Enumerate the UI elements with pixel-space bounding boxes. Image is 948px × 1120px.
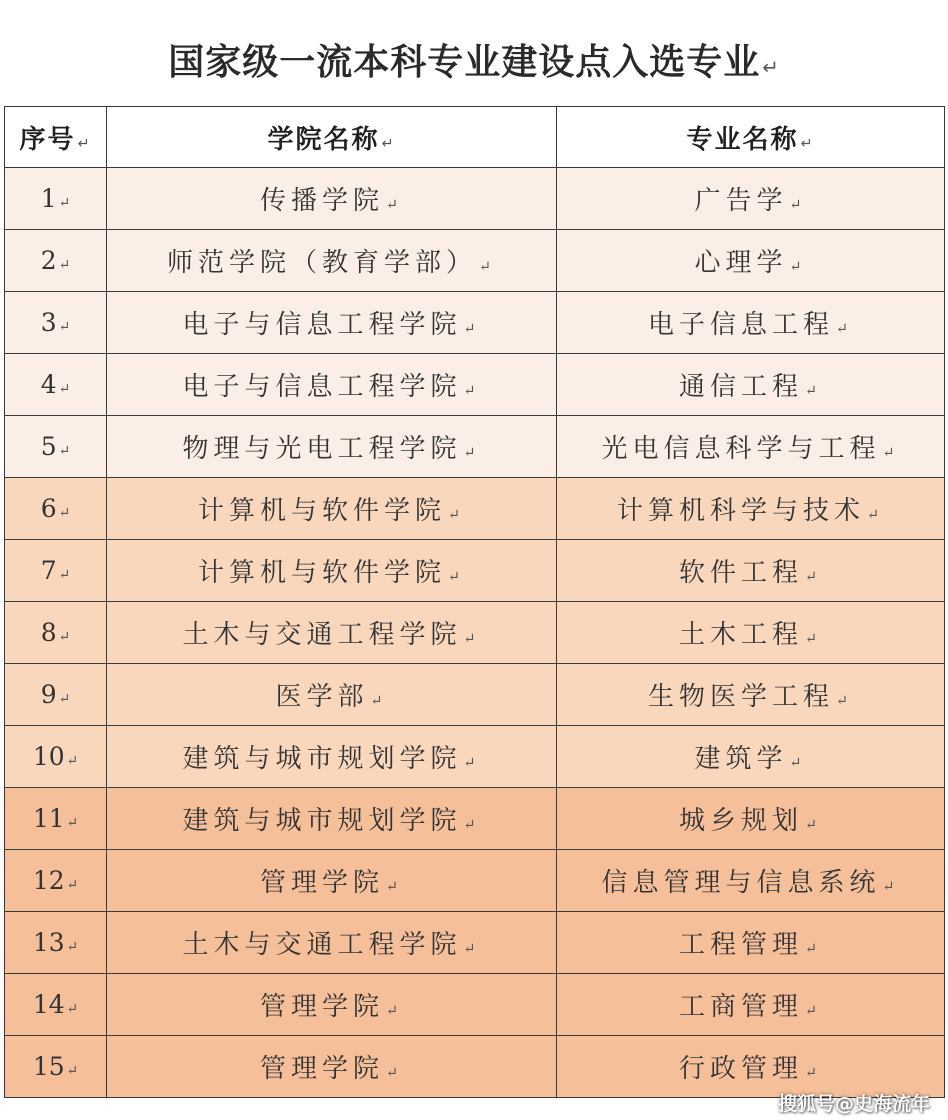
cell-major bbox=[557, 788, 945, 850]
paragraph-mark-icon: ↵ bbox=[58, 505, 71, 521]
cell-no bbox=[5, 478, 107, 540]
table-row bbox=[5, 230, 945, 292]
cell-college-text: 土木与交通工程学院 bbox=[182, 620, 462, 650]
table-row bbox=[5, 912, 945, 974]
paragraph-mark-icon: ↵ bbox=[66, 877, 79, 893]
majors-table bbox=[4, 106, 945, 1098]
cell-no-text: 15 bbox=[32, 1052, 65, 1081]
cell-no bbox=[5, 168, 107, 230]
paragraph-mark-icon: ↵ bbox=[882, 879, 900, 895]
cell-major-text: 工程管理 bbox=[679, 930, 804, 960]
cell-major bbox=[557, 602, 945, 664]
paragraph-mark-icon: ↵ bbox=[805, 817, 822, 833]
cell-college-text: 管理学院 bbox=[260, 992, 385, 1022]
paragraph-mark-icon: ↵ bbox=[58, 195, 71, 211]
paragraph-mark-icon: ↵ bbox=[370, 693, 388, 709]
paragraph-mark-icon: ↵ bbox=[386, 1003, 403, 1019]
paragraph-mark-icon: ↵ bbox=[58, 257, 71, 273]
cell-no-text: 3 bbox=[40, 308, 57, 337]
table-row bbox=[5, 168, 945, 230]
table-row bbox=[5, 850, 945, 912]
paragraph-mark-icon: ↵ bbox=[58, 691, 71, 707]
cell-college bbox=[107, 354, 557, 416]
paragraph-mark-icon: ↵ bbox=[463, 631, 481, 647]
paragraph-mark-icon: ↵ bbox=[805, 631, 822, 647]
paragraph-mark-icon: ↵ bbox=[836, 693, 853, 709]
cell-college bbox=[107, 974, 557, 1036]
cell-college-text: 建筑与城市规划学院 bbox=[182, 806, 462, 836]
cell-major bbox=[557, 974, 945, 1036]
cell-college bbox=[107, 416, 557, 478]
cell-no bbox=[5, 540, 107, 602]
cell-no-text: 7 bbox=[40, 556, 57, 585]
cell-college bbox=[107, 664, 557, 726]
cell-no bbox=[5, 850, 107, 912]
cell-major-text: 城乡规划 bbox=[679, 806, 804, 836]
paragraph-mark-icon: ↵ bbox=[805, 941, 822, 957]
paragraph-mark-icon: ↵ bbox=[58, 443, 71, 459]
cell-no-text: 2 bbox=[40, 246, 57, 275]
cell-major bbox=[557, 478, 945, 540]
cell-major-text: 心理学 bbox=[694, 248, 788, 278]
cell-college bbox=[107, 230, 557, 292]
paragraph-mark-icon: ↵ bbox=[800, 135, 815, 152]
cell-no-text: 8 bbox=[40, 618, 57, 647]
header-college-label: 学院名称 bbox=[267, 124, 380, 155]
cell-no-text: 13 bbox=[32, 928, 65, 957]
cell-major bbox=[557, 540, 945, 602]
cell-major-text: 计算机科学与技术 bbox=[617, 496, 866, 526]
paragraph-mark-icon: ↵ bbox=[463, 755, 481, 771]
cell-college-text: 物理与光电工程学院 bbox=[182, 434, 462, 464]
table-row bbox=[5, 788, 945, 850]
table-row bbox=[5, 416, 945, 478]
cell-no bbox=[5, 912, 107, 974]
cell-major bbox=[557, 912, 945, 974]
cell-college bbox=[107, 1036, 557, 1098]
page-title-text: 国家级一流本科专业建设点入选专业 bbox=[168, 42, 761, 83]
cell-major-text: 工商管理 bbox=[679, 992, 804, 1022]
cell-major bbox=[557, 850, 945, 912]
cell-major-text: 土木工程 bbox=[679, 620, 804, 650]
cell-college-text: 电子与信息工程学院 bbox=[182, 372, 462, 402]
paragraph-mark-icon: ↵ bbox=[58, 319, 71, 335]
header-college bbox=[107, 107, 557, 168]
cell-major-text: 广告学 bbox=[694, 186, 788, 216]
paragraph-mark-icon: ↵ bbox=[789, 197, 807, 213]
cell-no-text: 4 bbox=[40, 370, 57, 399]
cell-college-text: 土木与交通工程学院 bbox=[182, 930, 462, 960]
cell-college bbox=[107, 540, 557, 602]
paragraph-mark-icon: ↵ bbox=[58, 629, 71, 645]
header-no-label: 序号 bbox=[19, 124, 76, 155]
cell-major bbox=[557, 664, 945, 726]
cell-no bbox=[5, 1036, 107, 1098]
cell-college bbox=[107, 478, 557, 540]
cell-major bbox=[557, 292, 945, 354]
watermark: 搜狐号@史海流年 bbox=[777, 1093, 930, 1115]
cell-no-text: 6 bbox=[40, 494, 57, 523]
table-row bbox=[5, 726, 945, 788]
table-header-row bbox=[5, 107, 945, 168]
paragraph-mark-icon: ↵ bbox=[463, 941, 481, 957]
header-major bbox=[557, 107, 945, 168]
table-row bbox=[5, 974, 945, 1036]
cell-college-text: 电子与信息工程学院 bbox=[182, 310, 462, 340]
paragraph-mark-icon: ↵ bbox=[789, 259, 807, 275]
page-title bbox=[0, 34, 948, 85]
cell-major-text: 行政管理 bbox=[679, 1054, 804, 1084]
cell-no bbox=[5, 664, 107, 726]
cell-college-text: 医学部 bbox=[275, 682, 369, 712]
cell-college-text: 计算机与软件学院 bbox=[198, 496, 447, 526]
table-row bbox=[5, 478, 945, 540]
cell-major bbox=[557, 726, 945, 788]
cell-major-text: 信息管理与信息系统 bbox=[601, 868, 881, 898]
paragraph-mark-icon: ↵ bbox=[805, 1003, 822, 1019]
cell-college bbox=[107, 726, 557, 788]
cell-college bbox=[107, 292, 557, 354]
cell-no bbox=[5, 974, 107, 1036]
cell-no bbox=[5, 602, 107, 664]
table-row bbox=[5, 602, 945, 664]
cell-college-text: 计算机与软件学院 bbox=[198, 558, 447, 588]
paragraph-mark-icon: ↵ bbox=[463, 445, 481, 461]
table-row bbox=[5, 354, 945, 416]
cell-college bbox=[107, 850, 557, 912]
paragraph-mark-icon: ↵ bbox=[805, 1065, 822, 1081]
paragraph-mark-icon: ↵ bbox=[448, 569, 465, 585]
cell-no bbox=[5, 788, 107, 850]
header-major-label: 专业名称 bbox=[686, 124, 799, 155]
cell-major bbox=[557, 354, 945, 416]
cell-no-text: 11 bbox=[32, 804, 65, 833]
paragraph-mark-icon: ↵ bbox=[66, 1001, 79, 1017]
table-row bbox=[5, 292, 945, 354]
cell-major bbox=[557, 168, 945, 230]
cell-major-text: 建筑学 bbox=[694, 744, 788, 774]
cell-no bbox=[5, 354, 107, 416]
cell-major bbox=[557, 230, 945, 292]
table-row bbox=[5, 664, 945, 726]
paragraph-mark-icon: ↵ bbox=[479, 259, 496, 275]
cell-college-text: 建筑与城市规划学院 bbox=[182, 744, 462, 774]
cell-no bbox=[5, 292, 107, 354]
paragraph-mark-icon: ↵ bbox=[386, 1065, 403, 1081]
cell-college-text: 管理学院 bbox=[260, 1054, 385, 1084]
cell-no-text: 1 bbox=[40, 184, 57, 213]
cell-no-text: 12 bbox=[32, 866, 65, 895]
header-no bbox=[5, 107, 107, 168]
cell-college bbox=[107, 912, 557, 974]
cell-no bbox=[5, 230, 107, 292]
cell-major-text: 生物医学工程 bbox=[648, 682, 835, 712]
cell-major-text: 通信工程 bbox=[679, 372, 804, 402]
cell-college bbox=[107, 168, 557, 230]
paragraph-mark-icon: ↵ bbox=[386, 197, 403, 213]
cell-major bbox=[557, 416, 945, 478]
paragraph-mark-icon: ↵ bbox=[58, 567, 71, 583]
paragraph-mark-icon: ↵ bbox=[463, 321, 481, 337]
table-row bbox=[5, 540, 945, 602]
cell-major-text: 光电信息科学与工程 bbox=[601, 434, 881, 464]
paragraph-mark-icon: ↵ bbox=[77, 135, 92, 152]
cell-college bbox=[107, 788, 557, 850]
cell-college-text: 管理学院 bbox=[260, 868, 385, 898]
cell-no-text: 5 bbox=[40, 432, 57, 461]
paragraph-mark-icon: ↵ bbox=[805, 569, 822, 585]
paragraph-mark-icon: ↵ bbox=[448, 507, 465, 523]
cell-college-text: 传播学院 bbox=[260, 186, 385, 216]
cell-major-text: 电子信息工程 bbox=[648, 310, 835, 340]
paragraph-mark-icon: ↵ bbox=[882, 445, 900, 461]
paragraph-mark-icon: ↵ bbox=[805, 383, 822, 399]
paragraph-mark-icon: ↵ bbox=[789, 755, 807, 771]
paragraph-mark-icon: ↵ bbox=[66, 1063, 79, 1079]
cell-no bbox=[5, 416, 107, 478]
cell-college-text: 师范学院（教育学部） bbox=[167, 248, 478, 278]
paragraph-mark-icon: ↵ bbox=[762, 56, 780, 79]
cell-no-text: 10 bbox=[32, 742, 65, 771]
cell-no-text: 14 bbox=[32, 990, 65, 1019]
paragraph-mark-icon: ↵ bbox=[836, 321, 853, 337]
paragraph-mark-icon: ↵ bbox=[463, 383, 481, 399]
paragraph-mark-icon: ↵ bbox=[66, 753, 79, 769]
cell-major-text: 软件工程 bbox=[679, 558, 804, 588]
table-body bbox=[5, 168, 945, 1098]
paragraph-mark-icon: ↵ bbox=[867, 507, 884, 523]
paragraph-mark-icon: ↵ bbox=[463, 817, 481, 833]
cell-college bbox=[107, 602, 557, 664]
paragraph-mark-icon: ↵ bbox=[386, 879, 403, 895]
paragraph-mark-icon: ↵ bbox=[66, 939, 79, 955]
paragraph-mark-icon: ↵ bbox=[58, 381, 71, 397]
cell-no-text: 9 bbox=[40, 680, 57, 709]
paragraph-mark-icon: ↵ bbox=[381, 135, 396, 152]
paragraph-mark-icon: ↵ bbox=[66, 815, 79, 831]
cell-no bbox=[5, 726, 107, 788]
